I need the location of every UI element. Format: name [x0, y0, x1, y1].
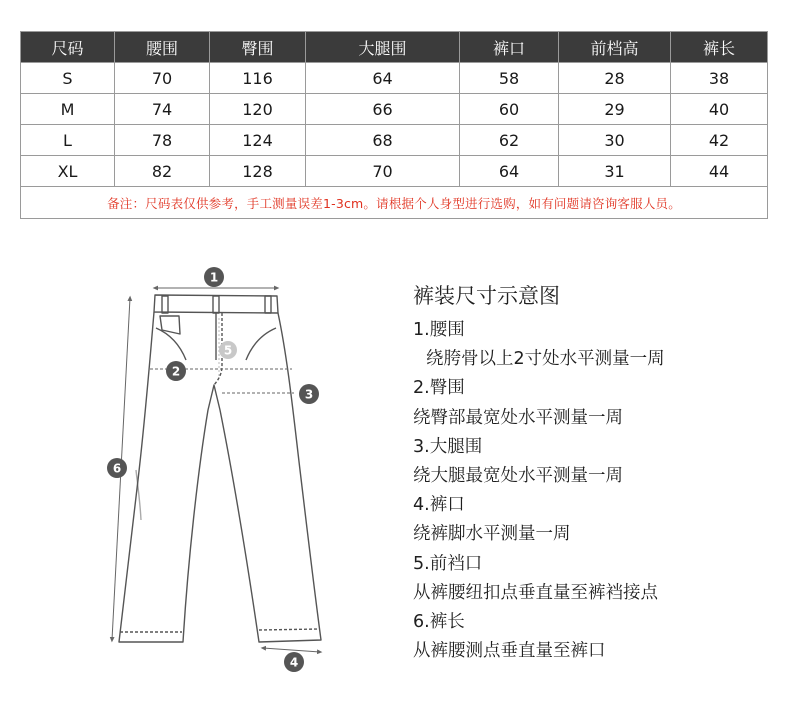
table-cell: 66 [306, 94, 460, 125]
guide-desc-hip: 绕臀部最宽处水平测量一周 [413, 407, 623, 428]
guide-desc-length: 从裤腰测点垂直量至裤口 [413, 641, 606, 662]
table-cell: M [21, 94, 115, 125]
header-size: 尺码 [21, 32, 115, 63]
guide-title: 裤装尺寸示意图 [413, 284, 560, 308]
table-row [21, 156, 768, 187]
guide-item-leg-opening: 4.裤口 [413, 495, 465, 516]
header-front-rise: 前档高 [559, 32, 671, 63]
header-hip: 臀围 [210, 32, 306, 63]
guide-desc-leg-opening: 绕裤脚水平测量一周 [413, 524, 571, 545]
table-cell: 60 [460, 94, 559, 125]
guide-item-hip: 2.臀围 [413, 378, 465, 399]
table-cell: 128 [210, 156, 306, 187]
guide-desc-thigh: 绕大腿最宽处水平测量一周 [413, 466, 623, 487]
table-cell: 42 [671, 125, 768, 156]
size-note: 备注：尺码表仅供参考，手工测量误差1-3cm。请根据个人身型进行选购，如有问题请咨询客服人员。 [21, 187, 768, 219]
table-cell: 30 [559, 125, 671, 156]
pants-measurement-diagram [0, 255, 400, 708]
table-cell: 74 [115, 94, 210, 125]
table-cell: 70 [306, 156, 460, 187]
table-cell: 68 [306, 125, 460, 156]
table-cell: 44 [671, 156, 768, 187]
table-header-row [21, 32, 768, 63]
size-table [20, 31, 768, 219]
table-cell: 116 [210, 63, 306, 94]
table-cell: 124 [210, 125, 306, 156]
table-row [21, 125, 768, 156]
table-cell: L [21, 125, 115, 156]
marker-label: 2 [171, 364, 181, 379]
table-cell: 64 [460, 156, 559, 187]
table-cell: S [21, 63, 115, 94]
table-note-row [21, 187, 768, 219]
header-thigh: 大腿围 [306, 32, 460, 63]
header-length: 裤长 [671, 32, 768, 63]
table-row [21, 94, 768, 125]
header-leg-opening: 裤口 [460, 32, 559, 63]
marker-badge-4 [284, 652, 304, 672]
guide-desc-waist: 绕胯骨以上2寸处水平测量一周 [426, 349, 665, 370]
marker-badge-6 [107, 458, 127, 478]
table-cell: 62 [460, 125, 559, 156]
guide-item-thigh: 3.大腿围 [413, 436, 483, 457]
marker-badge-1 [204, 267, 224, 287]
marker-badge-3 [299, 384, 319, 404]
table-cell: 29 [559, 94, 671, 125]
marker-label: 6 [112, 461, 122, 476]
marker-label: 3 [304, 387, 314, 402]
marker-badge-2 [166, 361, 186, 381]
table-cell: 70 [115, 63, 210, 94]
marker-label: 5 [223, 343, 233, 358]
table-cell: 120 [210, 94, 306, 125]
table-cell: XL [21, 156, 115, 187]
guide-desc-front-rise: 从裤腰纽扣点垂直量至裤裆接点 [413, 582, 658, 603]
table-cell: 78 [115, 125, 210, 156]
header-waist: 腰围 [115, 32, 210, 63]
table-row [21, 63, 768, 94]
table-cell: 31 [559, 156, 671, 187]
guide-item-waist: 1.腰围 [413, 320, 465, 340]
guide-item-front-rise: 5.前裆口 [413, 553, 483, 574]
table-cell: 64 [306, 63, 460, 94]
guide-item-length: 6.裤长 [413, 612, 465, 633]
table-cell: 58 [460, 63, 559, 94]
marker-label: 1 [209, 270, 219, 285]
marker-badge-5 [219, 341, 237, 359]
measurement-guide [413, 282, 783, 666]
table-cell: 28 [559, 63, 671, 94]
marker-label: 4 [289, 655, 299, 670]
table-cell: 40 [671, 94, 768, 125]
table-cell: 38 [671, 63, 768, 94]
table-cell: 82 [115, 156, 210, 187]
